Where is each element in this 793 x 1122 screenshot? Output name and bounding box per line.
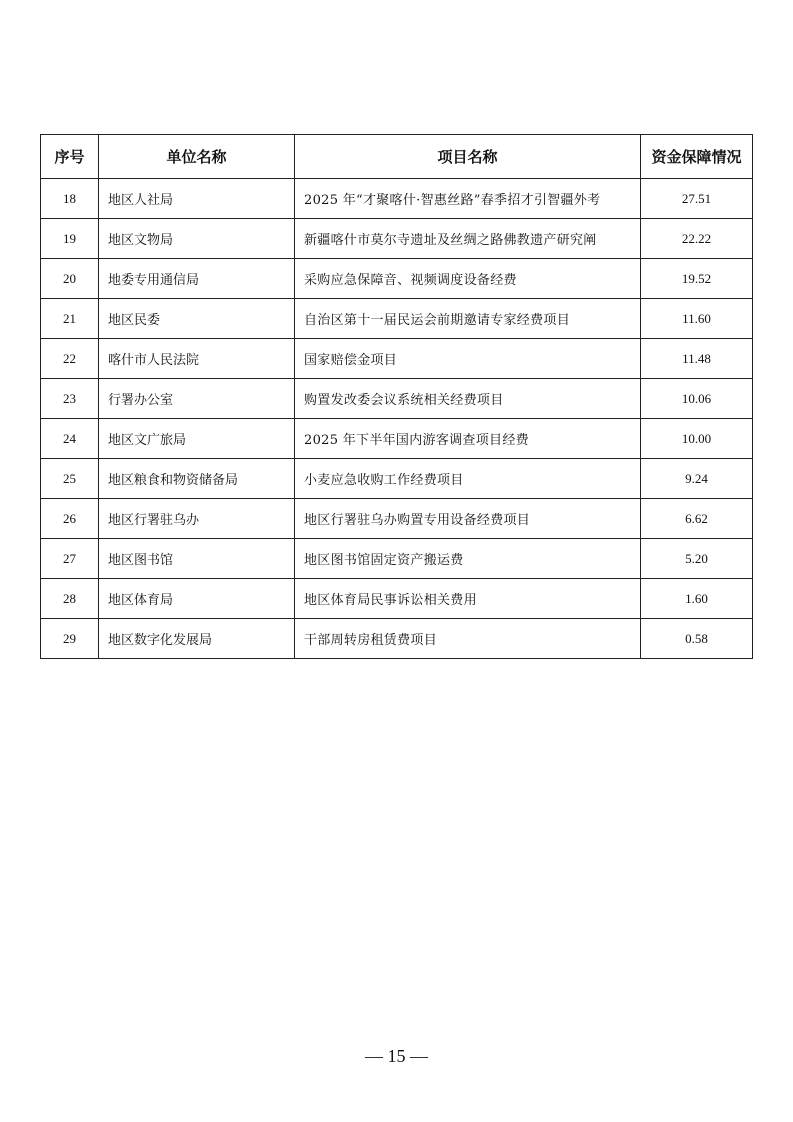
row-seq: 18 [41, 179, 99, 219]
page-number: — 15 — [365, 1046, 428, 1066]
row-seq: 19 [41, 219, 99, 259]
row-unit: 地区数字化发展局 [99, 619, 295, 659]
row-amount: 10.00 [641, 419, 753, 459]
header-amount: 资金保障情况 [641, 135, 753, 179]
row-project: 小麦应急收购工作经费项目 [295, 459, 641, 499]
row-seq: 26 [41, 499, 99, 539]
table-row [41, 299, 753, 339]
row-amount: 6.62 [641, 499, 753, 539]
funding-table [40, 134, 753, 659]
table-row [41, 539, 753, 579]
row-project: 购置发改委会议系统相关经费项目 [295, 379, 641, 419]
row-unit: 地区民委 [99, 299, 295, 339]
row-amount: 5.20 [641, 539, 753, 579]
row-amount: 11.60 [641, 299, 753, 339]
table-row [41, 419, 753, 459]
row-amount: 9.24 [641, 459, 753, 499]
table-row [41, 459, 753, 499]
table-row [41, 219, 753, 259]
table-row [41, 579, 753, 619]
table-row [41, 619, 753, 659]
row-unit: 喀什市人民法院 [99, 339, 295, 379]
table-header-row [41, 135, 753, 179]
table-row [41, 379, 753, 419]
header-unit: 单位名称 [99, 135, 295, 179]
row-amount: 10.06 [641, 379, 753, 419]
row-project: 地区体育局民事诉讼相关费用 [295, 579, 641, 619]
row-project: 采购应急保障音、视频调度设备经费 [295, 259, 641, 299]
row-seq: 24 [41, 419, 99, 459]
table-body [41, 179, 753, 659]
row-project: 2025 年“才聚喀什·智惠丝路”春季招才引智疆外考 [295, 179, 641, 219]
row-unit: 地区文广旅局 [99, 419, 295, 459]
row-seq: 27 [41, 539, 99, 579]
row-unit: 地委专用通信局 [99, 259, 295, 299]
row-project: 国家赔偿金项目 [295, 339, 641, 379]
row-seq: 28 [41, 579, 99, 619]
row-project: 2025 年下半年国内游客调查项目经费 [295, 419, 641, 459]
row-seq: 23 [41, 379, 99, 419]
row-amount: 0.58 [641, 619, 753, 659]
row-seq: 22 [41, 339, 99, 379]
row-amount: 19.52 [641, 259, 753, 299]
table-row [41, 179, 753, 219]
row-unit: 地区图书馆 [99, 539, 295, 579]
row-seq: 29 [41, 619, 99, 659]
row-unit: 行署办公室 [99, 379, 295, 419]
table-row [41, 259, 753, 299]
row-unit: 地区体育局 [99, 579, 295, 619]
row-amount: 1.60 [641, 579, 753, 619]
row-project: 地区图书馆固定资产搬运费 [295, 539, 641, 579]
row-unit: 地区粮食和物资储备局 [99, 459, 295, 499]
row-project: 新疆喀什市莫尔寺遗址及丝绸之路佛教遗产研究阐 [295, 219, 641, 259]
table-row [41, 499, 753, 539]
row-amount: 27.51 [641, 179, 753, 219]
row-project: 自治区第十一届民运会前期邀请专家经费项目 [295, 299, 641, 339]
row-unit: 地区文物局 [99, 219, 295, 259]
row-seq: 20 [41, 259, 99, 299]
row-seq: 25 [41, 459, 99, 499]
row-amount: 11.48 [641, 339, 753, 379]
row-amount: 22.22 [641, 219, 753, 259]
header-project: 项目名称 [295, 135, 641, 179]
row-project: 干部周转房租赁费项目 [295, 619, 641, 659]
row-unit: 地区人社局 [99, 179, 295, 219]
table-row [41, 339, 753, 379]
row-unit: 地区行署驻乌办 [99, 499, 295, 539]
row-project: 地区行署驻乌办购置专用设备经费项目 [295, 499, 641, 539]
header-seq: 序号 [41, 135, 99, 179]
row-seq: 21 [41, 299, 99, 339]
